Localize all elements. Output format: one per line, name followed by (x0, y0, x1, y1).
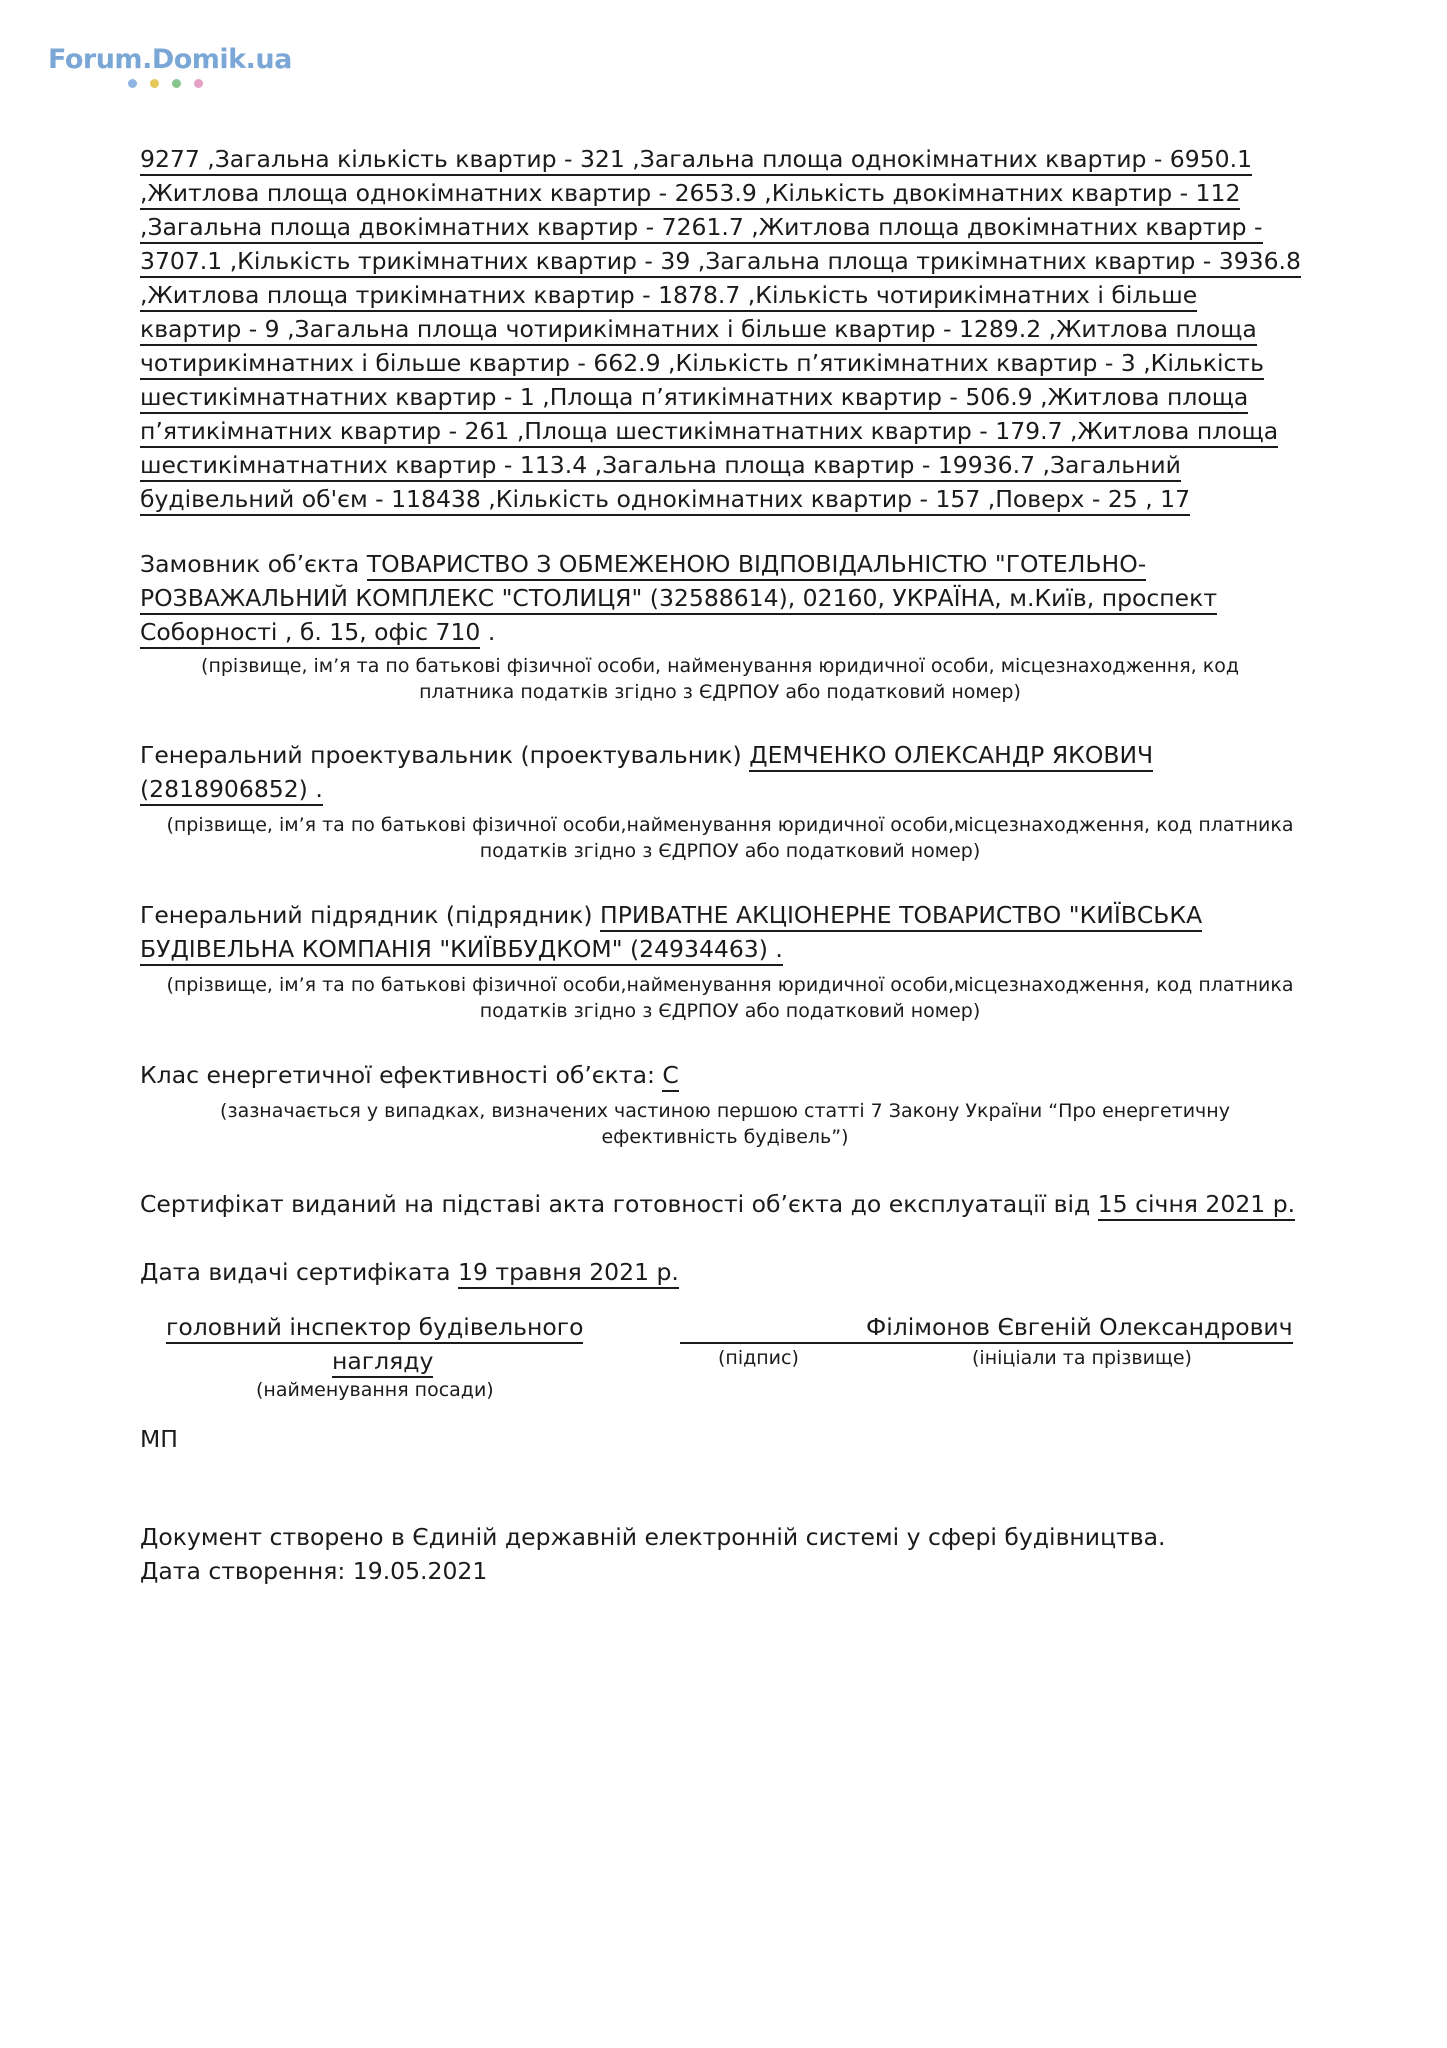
footer-date: Дата створення: 19.05.2021 (140, 1557, 488, 1585)
issue-line (140, 1255, 679, 1289)
contractor-label: Генеральний підрядник (підрядник) (140, 901, 593, 929)
designer-value: ДЕМЧЕНКО ОЛЕКСАНДР ЯКОВИЧ (749, 741, 1153, 772)
characteristics-line: шестикімнатнатних квартир - 1 ,Площа п’ятикімнатних квартир - 506.9 ,Житлова площа (140, 383, 1248, 414)
position-note: (найменування посади) (256, 1379, 494, 1401)
note-line: (прізвище, ім’я та по батькові фізичної особи, найменування юридичної особи, місцезнаходження, код (201, 655, 1239, 677)
basis-line (140, 1187, 1295, 1221)
basis-date: 15 січня 2021 р. (1098, 1190, 1295, 1221)
characteristics-line: чотирикімнатних і більше квартир - 662.9 ,Кількість п’ятикімнатних квартир - 3 ,Кількість (140, 349, 1264, 380)
position-title: нагляду (332, 1347, 433, 1378)
designer-label: Генеральний проектувальник (проектувальник) (140, 741, 742, 769)
contractor-note (140, 972, 1320, 1024)
issue-label: Дата видачі сертифіката (140, 1258, 451, 1286)
note-line: (зазначається у випадках, визначених частиною першою статті 7 Закону України “Про енергетичну (220, 1100, 1230, 1122)
characteristics-line: ,Житлова площа однокімнатних квартир - 2653.9 ,Кількість двокімнатних квартир - 112 (140, 179, 1240, 210)
contractor-value: БУДІВЕЛЬНА КОМПАНІЯ "КИЇВБУДКОМ" (24934463) . (140, 935, 783, 966)
stamp-label: МП (140, 1425, 178, 1453)
note-line: (прізвище, ім’я та по батькові фізичної особи,найменування юридичної особи,місцезнаходження, код платника (166, 974, 1294, 996)
issue-date: 19 травня 2021 р. (458, 1258, 679, 1289)
watermark-dot (194, 79, 203, 88)
signature-line (680, 1342, 866, 1344)
watermark-dot (172, 79, 181, 88)
note-line: податків згідно з ЄДРПОУ або податковий номер) (479, 1000, 981, 1022)
customer-note (140, 653, 1300, 705)
watermark-logo: Forum.Domik.ua (48, 44, 292, 75)
energy-value: C (662, 1061, 678, 1092)
characteristics-line: п’ятикімнатних квартир - 261 ,Площа шестикімнатнатних квартир - 179.7 ,Житлова площа (140, 417, 1278, 448)
energy-label: Клас енергетичної ефективності об’єкта: (140, 1061, 655, 1089)
signer-name: Філімонов Євгеній Олександрович (866, 1313, 1293, 1344)
characteristics-line: ,Житлова площа трикімнатних квартир - 1878.7 ,Кількість чотирикімнатних і більше (140, 281, 1197, 312)
characteristics-line: квартир - 9 ,Загальна площа чотирикімнатних і більше квартир - 1289.2 ,Житлова площа (140, 315, 1257, 346)
basis-label: Сертифікат виданий на підставі акта готовності об’єкта до експлуатації від (140, 1190, 1091, 1218)
note-line: ефективність будівель”) (601, 1126, 849, 1148)
contractor-value: ПРИВАТНЕ АКЦІОНЕРНЕ ТОВАРИСТВО "КИЇВСЬКА (600, 901, 1202, 932)
customer-value: РОЗВАЖАЛЬНИЙ КОМПЛЕКС "СТОЛИЦЯ" (32588614), 02160, УКРАЇНА, м.Київ, проспект (140, 584, 1217, 615)
note-line: (прізвище, ім’я та по батькові фізичної особи,найменування юридичної особи,місцезнаходження, код платника (166, 814, 1294, 836)
characteristics-line: 3707.1 ,Кількість трикімнатних квартир - 39 ,Загальна площа трикімнатних квартир - 3936.8 (140, 247, 1301, 278)
characteristics-line: будівельний об'єм - 118438 ,Кількість однокімнатних квартир - 157 ,Поверх - 25 , 17 (140, 485, 1190, 516)
characteristics-line: шестикімнатнатних квартир - 113.4 ,Загальна площа квартир - 19936.7 ,Загальний (140, 451, 1181, 482)
customer-value: Соборності , б. 15, офіс 710 (140, 618, 480, 649)
watermark-dot (150, 79, 159, 88)
energy-note (200, 1098, 1250, 1150)
customer-end: . (487, 618, 496, 646)
footer-line: Документ створено в Єдиній державній електронній системі у сфері будівництва. (140, 1523, 1166, 1551)
designer-note (140, 812, 1320, 864)
name-note: (ініціали та прізвище) (972, 1347, 1192, 1369)
customer-label: Замовник об’єкта (140, 550, 360, 578)
watermark-dot (128, 79, 137, 88)
sign-note: (підпис) (718, 1347, 799, 1369)
characteristics-line: ,Загальна площа двокімнатних квартир - 7261.7 ,Житлова площа двокімнатних квартир - (140, 213, 1263, 244)
note-line: податків згідно з ЄДРПОУ або податковий номер) (479, 840, 981, 862)
position-title: головний інспектор будівельного (166, 1313, 583, 1344)
note-line: платника податків згідно з ЄДРПОУ або податковий номер) (419, 681, 1021, 703)
designer-value: (2818906852) . (140, 775, 323, 806)
customer-value: ТОВАРИСТВО З ОБМЕЖЕНОЮ ВІДПОВІДАЛЬНІСТЮ "ГОТЕЛЬНО- (367, 550, 1146, 581)
characteristics-line: 9277 ,Загальна кількість квартир - 321 ,Загальна площа однокімнатних квартир - 6950.1 (140, 145, 1252, 176)
